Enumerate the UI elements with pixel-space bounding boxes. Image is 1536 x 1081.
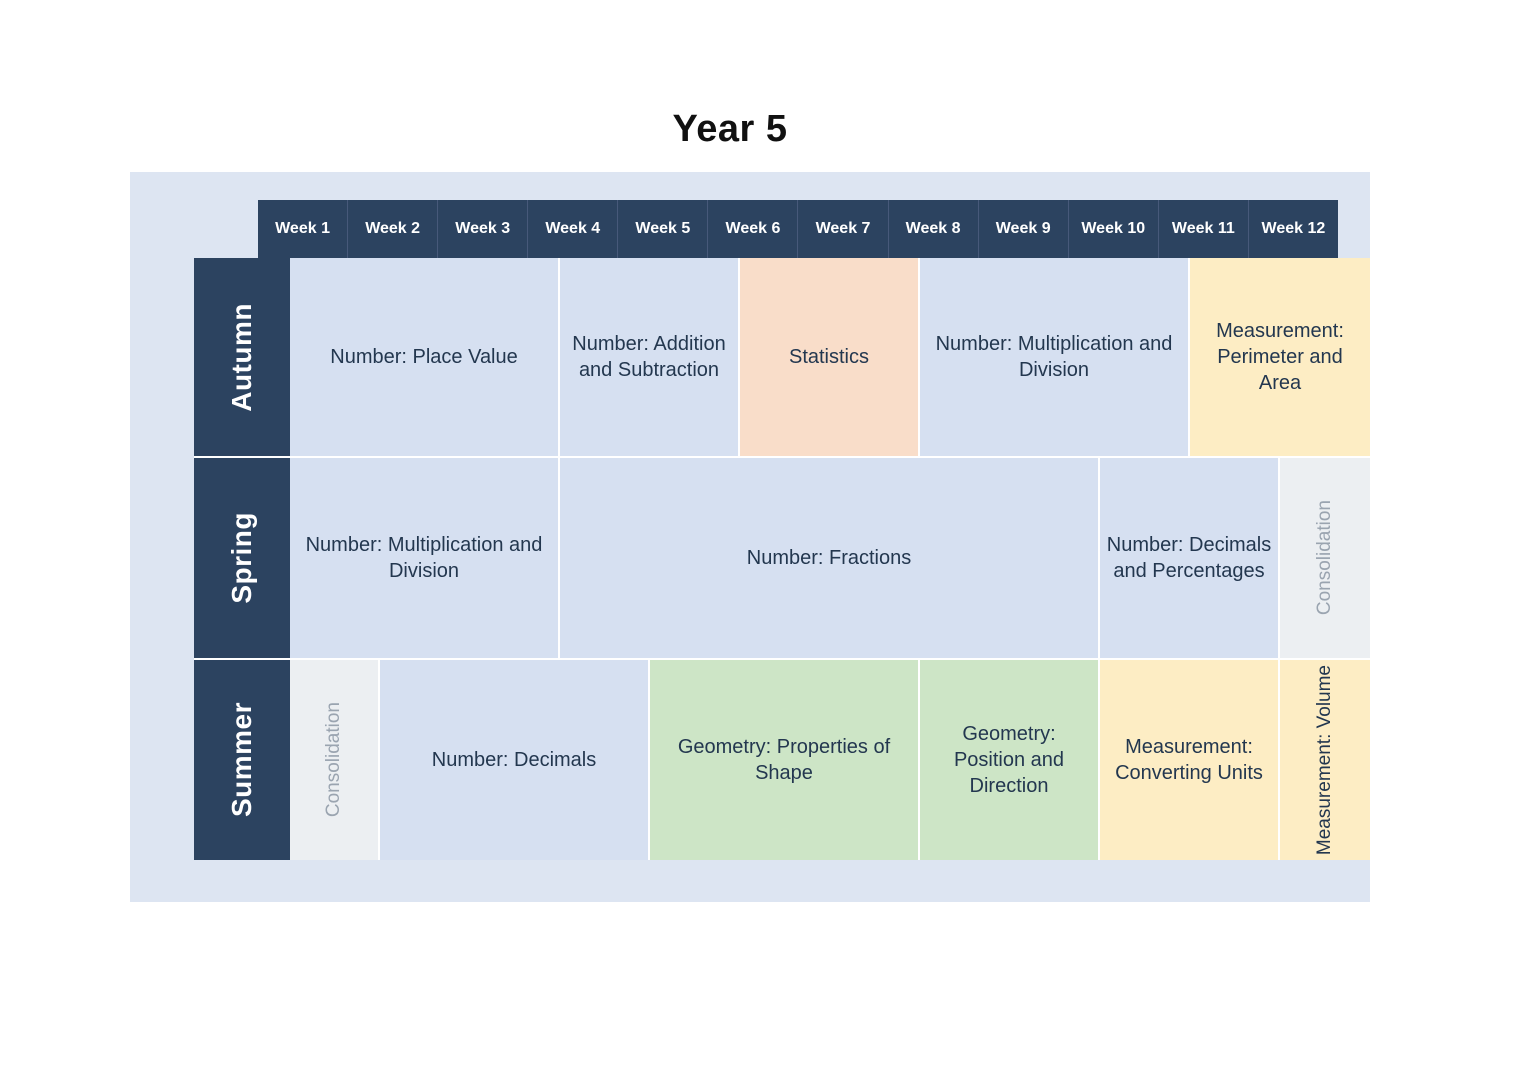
topic-label: Number: Multiplication and Division	[935, 333, 1173, 381]
term-row-autumn	[290, 258, 1370, 458]
topic-label: Measurement: Converting Units	[1115, 736, 1263, 784]
topic-label: Number: Decimals and Percentages	[1106, 534, 1272, 582]
topic-block[interactable]	[290, 458, 560, 660]
topic-block[interactable]	[920, 660, 1100, 860]
curriculum-overview-board	[130, 172, 1370, 902]
term-label-autumn	[194, 258, 290, 458]
topic-block[interactable]	[560, 258, 740, 458]
week-header-cell: Week 12	[1261, 220, 1326, 237]
week-header-cell: Week 1	[258, 200, 348, 258]
topic-label: Number: Place Value	[330, 346, 518, 368]
topic-label: Number: Multiplication and Division	[305, 534, 543, 582]
term-row-spring	[290, 458, 1370, 660]
week-header-cell: Week 8	[889, 200, 979, 258]
topic-block[interactable]	[650, 660, 920, 860]
topic-label: Statistics	[788, 346, 870, 368]
topic-block[interactable]	[740, 258, 920, 458]
week-header-row	[258, 200, 1338, 258]
topic-label: Measurement: Volume	[1313, 664, 1335, 856]
week-header-cell: Week 9	[979, 200, 1069, 258]
topic-label: Number: Decimals	[431, 749, 597, 771]
week-header-cell: Week 2	[348, 200, 438, 258]
topic-block[interactable]	[1100, 660, 1280, 860]
term-week-grid	[162, 200, 1344, 860]
term-label-text: Autumn	[226, 302, 257, 412]
topic-block[interactable]	[1100, 458, 1280, 660]
topic-block[interactable]	[290, 258, 560, 458]
term-label-spring	[194, 458, 290, 660]
week-header-cell: Week 11	[1159, 200, 1249, 258]
week-header-cell: Week 5	[618, 200, 708, 258]
topic-block[interactable]	[560, 458, 1100, 660]
topic-label: Consolidation	[322, 702, 344, 818]
term-label-summer	[194, 660, 290, 860]
week-header-cell: Week 7	[798, 200, 888, 258]
topic-label: Number: Fractions	[746, 547, 912, 569]
topic-label: Measurement: Perimeter and Area	[1216, 320, 1344, 394]
week-header-cell: Week 4	[528, 200, 618, 258]
topic-label: Geometry: Properties of Shape	[677, 736, 891, 784]
topic-block[interactable]	[920, 258, 1190, 458]
consolidation-block[interactable]	[1280, 458, 1370, 660]
topic-label: Consolidation	[1313, 500, 1335, 616]
term-label-text: Spring	[226, 512, 257, 604]
term-row-summer	[290, 660, 1370, 860]
topic-block[interactable]	[1190, 258, 1370, 458]
topic-label: Geometry: Position and Direction	[953, 723, 1065, 797]
topic-block[interactable]	[380, 660, 650, 860]
topic-block[interactable]	[1280, 660, 1370, 860]
week-header-cell: Week 6	[708, 200, 798, 258]
week-header-cell: Week 10	[1069, 200, 1159, 258]
page-title: Year 5	[672, 108, 788, 150]
week-header-cell: Week 3	[438, 200, 528, 258]
topic-label: Number: Addition and Subtraction	[572, 333, 726, 381]
consolidation-block[interactable]	[290, 660, 380, 860]
term-label-text: Summer	[226, 702, 257, 818]
